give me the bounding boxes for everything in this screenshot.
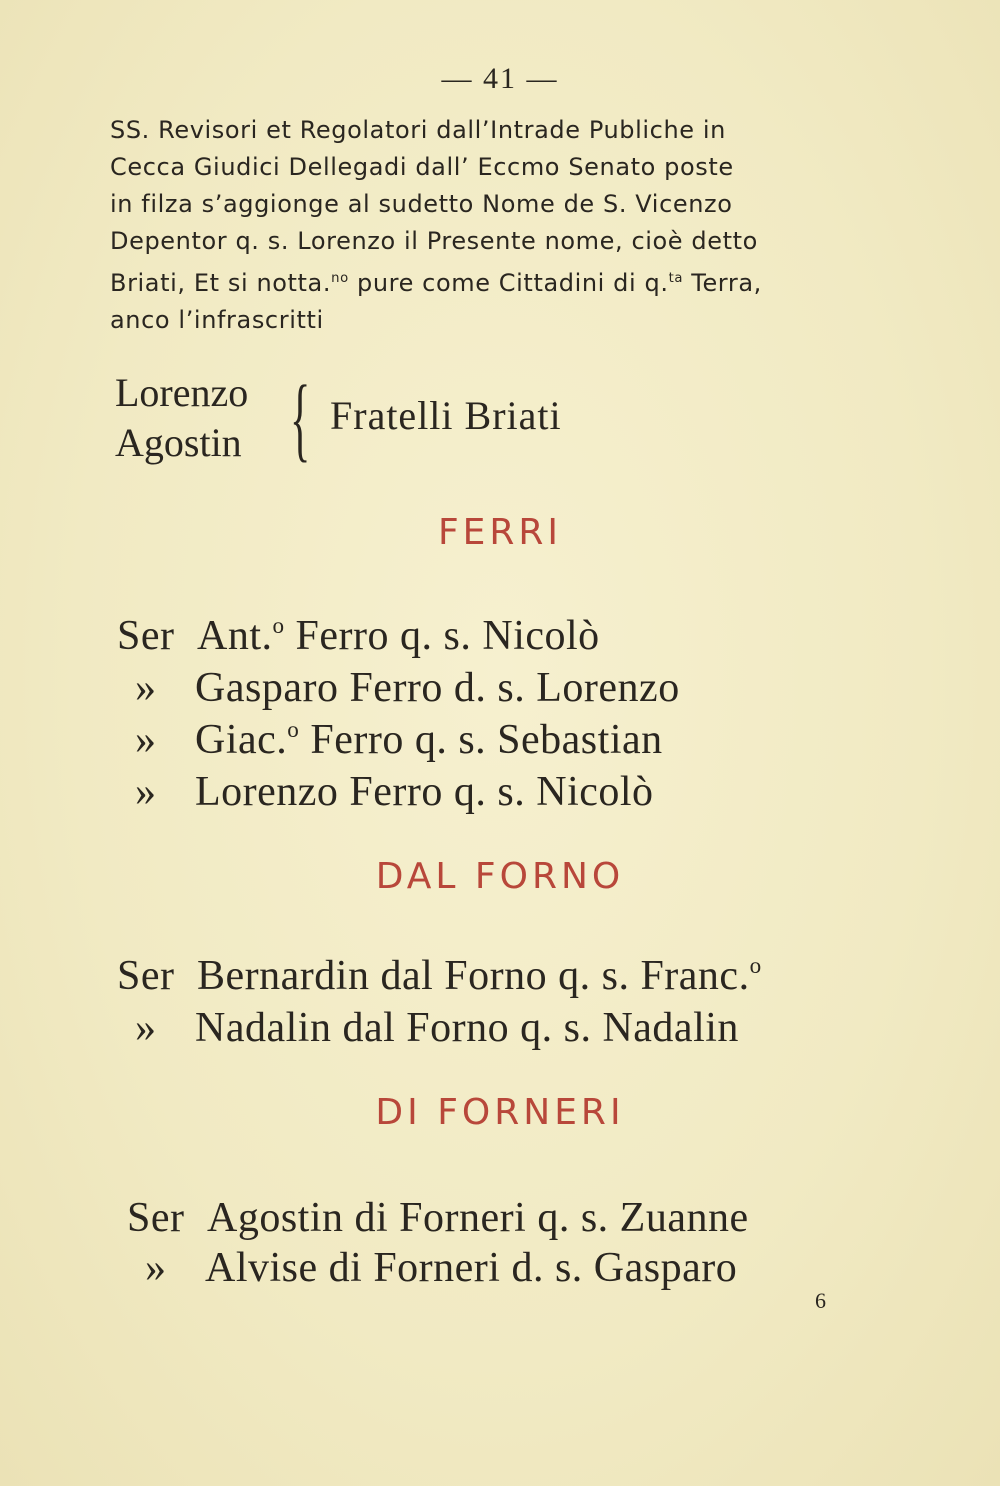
brace-icon: {	[290, 367, 311, 471]
entry-text: Lorenzo Ferro q. s. Nicolò	[195, 769, 654, 815]
superscript: ta	[668, 271, 684, 286]
intro-line-part: Briati, Et si notta.	[110, 269, 332, 298]
page-number: — 41 —	[441, 62, 559, 95]
intro-line	[110, 260, 870, 302]
brother-name: Lorenzo	[115, 370, 249, 415]
list-item	[117, 952, 762, 1000]
intro-line: Cecca Giudici Dellegadi dall’ Eccmo Senato poste	[110, 153, 734, 181]
entry-prefix: »	[145, 1245, 167, 1291]
intro-line-part: Terra,	[683, 269, 762, 298]
superscript: o	[749, 952, 762, 978]
intro-paragraph	[110, 112, 870, 339]
entry-prefix: »	[135, 665, 157, 711]
entry-text: Alvise di Forneri d. s. Gasparo	[205, 1245, 738, 1291]
entry-text-rest: Ferro q. s. Nicolò	[284, 613, 600, 660]
entry-prefix: Ser	[117, 953, 175, 1000]
superscript: o	[287, 716, 300, 742]
brothers-names	[115, 368, 248, 468]
entry-prefix: Ser	[117, 613, 175, 660]
list-item	[135, 716, 663, 764]
intro-line-part: pure come Cittadini di q.	[348, 269, 669, 298]
intro-line: anco l’infrascritti	[110, 306, 324, 335]
superscript: o	[272, 612, 285, 638]
brother-name: Agostin	[115, 420, 242, 465]
intro-line: Depentor q. s. Lorenzo il Presente nome, cioè detto	[110, 227, 758, 255]
intro-line: in filza s’aggionge al sudetto Nome de S. Vicenzo	[110, 190, 733, 218]
intro-line: SS. Revisori et Regolatori dall’Intrade Publiche in	[110, 116, 726, 144]
entry-prefix: »	[135, 769, 157, 815]
superscript: no	[331, 271, 349, 286]
signature-mark: 6	[815, 1288, 826, 1313]
entry-text: Agostin di Forneri q. s. Zuanne	[207, 1195, 749, 1241]
entry-prefix: »	[135, 717, 157, 764]
list-item	[145, 1244, 737, 1292]
list-item	[135, 768, 654, 816]
entry-text: Nadalin dal Forno q. s. Nadalin	[195, 1005, 739, 1051]
section-heading: DAL FORNO	[375, 856, 625, 897]
list-item	[127, 1194, 749, 1242]
list-item	[135, 664, 680, 712]
list-item	[135, 1004, 739, 1052]
section-heading: FERRI	[437, 512, 563, 553]
entry-text: Bernardin dal Forno q. s. Franc.	[197, 953, 750, 1000]
entry-prefix: Ser	[127, 1195, 185, 1241]
section-heading: DI FORNERI	[375, 1092, 625, 1133]
entry-text-rest: Ferro q. s. Sebastian	[299, 717, 663, 764]
entry-text: Ant.	[197, 613, 273, 660]
entry-text: Giac.	[195, 717, 288, 764]
list-item	[117, 612, 600, 660]
brothers-label: Fratelli Briati	[330, 393, 562, 438]
entry-prefix: »	[135, 1005, 157, 1051]
entry-text: Gasparo Ferro d. s. Lorenzo	[195, 665, 680, 711]
